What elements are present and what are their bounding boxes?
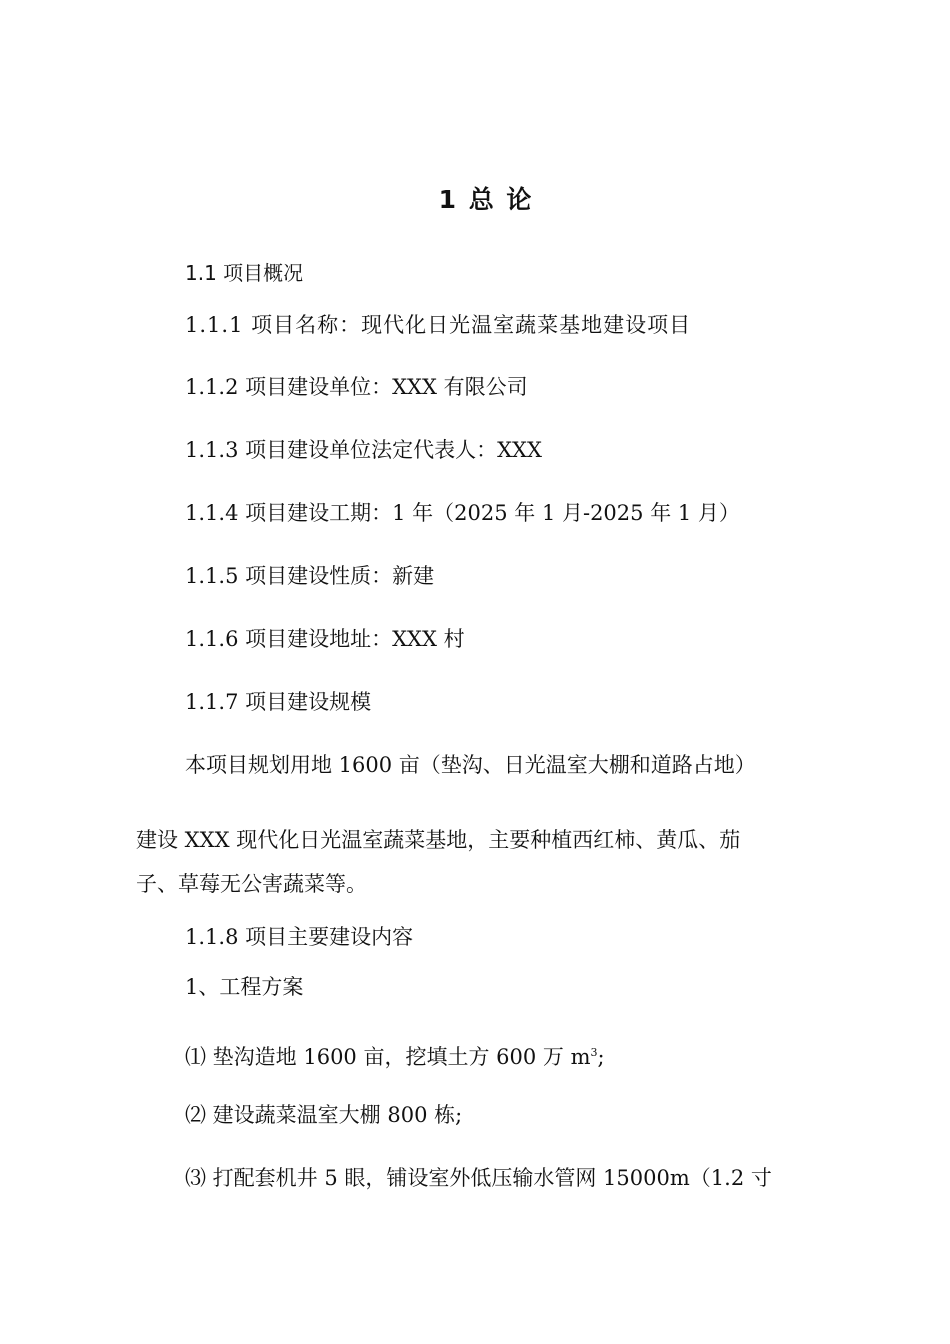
engineering-item-1-end: ; <box>597 1045 605 1069</box>
scale-paragraph-line-3: 子、草莓无公害蔬菜等。 <box>136 872 367 896</box>
item-1-1-7: 1.1.7 项目建设规模 <box>185 690 372 714</box>
engineering-item-2: ⑵ 建设蔬菜温室大棚 800 栋; <box>185 1103 463 1127</box>
scale-paragraph-continuation <box>136 818 836 906</box>
item-1-1-1: 1.1.1 项目名称：现代化日光温室蔬菜基地建设项目 <box>185 313 692 337</box>
engineering-item-1-text: ⑴ 垫沟造地 1600 亩，挖填土方 600 万 m <box>185 1045 591 1069</box>
item-1-1-2: 1.1.2 项目建设单位：XXX 有限公司 <box>185 375 528 399</box>
item-1-1-4: 1.1.4 项目建设工期：1 年（2025 年 1 月-2025 年 1 月） <box>185 501 740 525</box>
item-1-1-6: 1.1.6 项目建设地址：XXX 村 <box>185 627 465 651</box>
item-1-1-8: 1.1.8 项目主要建设内容 <box>185 925 414 949</box>
engineering-item-1 <box>185 1038 605 1072</box>
section-heading-1-1: 1.1 项目概况 <box>185 261 304 285</box>
chapter-title: 1 总 论 <box>438 185 534 214</box>
cubic-superscript: 3 <box>590 1046 598 1059</box>
scale-paragraph-first-line: 本项目规划用地 1600 亩（垫沟、日光温室大棚和道路占地） <box>185 753 756 777</box>
item-1-1-3: 1.1.3 项目建设单位法定代表人：XXX <box>185 438 542 462</box>
item-1-1-5: 1.1.5 项目建设性质：新建 <box>185 564 435 588</box>
scale-paragraph-line-2: 建设 XXX 现代化日光温室蔬菜基地，主要种植西红柿、黄瓜、茄 <box>136 828 741 852</box>
engineering-item-3: ⑶ 打配套机井 5 眼，铺设室外低压输水管网 15000m（1.2 寸 <box>185 1166 772 1190</box>
engineering-plan-heading: 1、工程方案 <box>185 975 304 999</box>
